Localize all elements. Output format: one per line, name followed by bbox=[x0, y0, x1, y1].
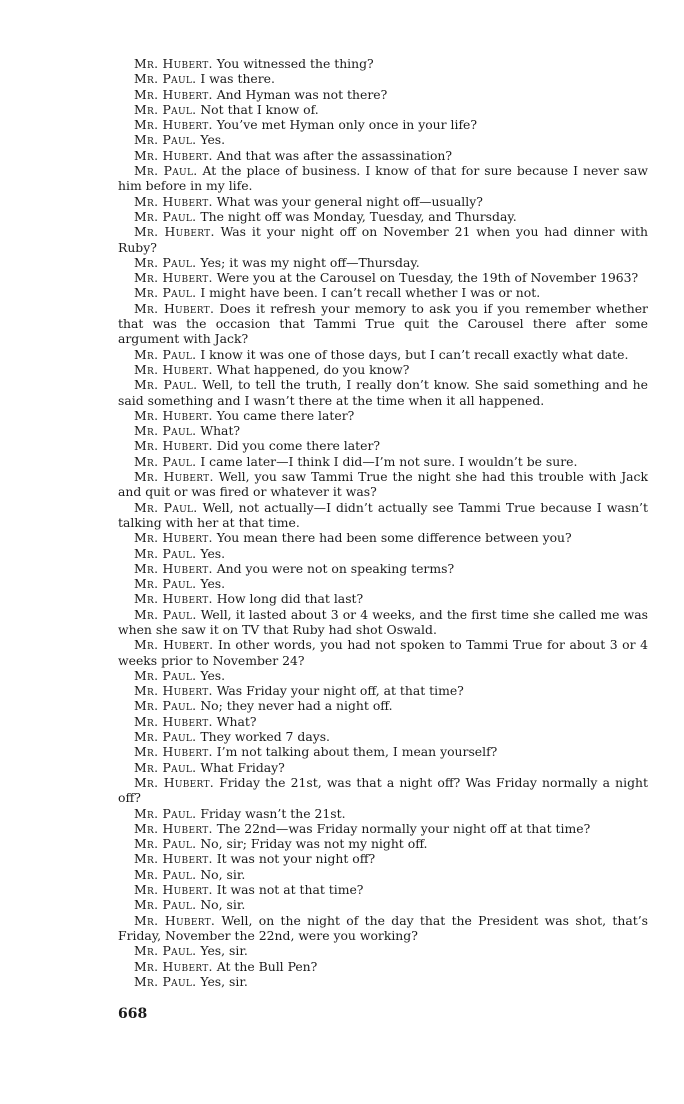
transcript-line bbox=[118, 500, 648, 531]
statement: And that was after the assassination? bbox=[216, 147, 453, 163]
statement: Not that I know of. bbox=[200, 101, 319, 117]
page-number: 668 bbox=[118, 1006, 148, 1022]
speaker: Mr. Paul. bbox=[134, 71, 197, 87]
transcript-line bbox=[118, 117, 648, 132]
transcript-line bbox=[118, 836, 648, 851]
statement: Does it refresh your memory to ask you if you remember whether that was the occasion that Tammi True quit the Carousel there after some argument with Jack? bbox=[118, 300, 648, 347]
speaker: Mr. Paul. bbox=[134, 576, 197, 592]
statement: I was there. bbox=[200, 71, 275, 87]
speaker: Mr. Paul. bbox=[134, 285, 197, 301]
transcript-line bbox=[118, 698, 648, 713]
transcript-line bbox=[118, 561, 648, 576]
statement: Well, you saw Tammi True the night she had this trouble with Jack and quit or was fired or whatever it was? bbox=[118, 469, 648, 500]
statement: I’m not talking about them, I mean yourself? bbox=[216, 744, 498, 760]
statement: Well, not actually—I didn’t actually see Tammi True because I wasn’t talking with her at that time. bbox=[118, 499, 648, 530]
speaker: Mr. Hubert. bbox=[134, 147, 213, 163]
speaker: Mr. Paul. bbox=[134, 346, 197, 362]
speaker: Mr. Hubert. bbox=[134, 438, 213, 454]
transcript-line bbox=[118, 637, 648, 668]
speaker: Mr. Hubert. bbox=[134, 86, 213, 102]
statement: Was it your night off on November 21 when you had dinner with Ruby? bbox=[118, 224, 648, 255]
transcript-line bbox=[118, 683, 648, 698]
statement: Yes. bbox=[200, 576, 226, 592]
statement: The night off was Monday, Tuesday, and Thursday. bbox=[200, 208, 517, 224]
transcript-line bbox=[118, 760, 648, 775]
speaker: Mr. Hubert. bbox=[134, 117, 213, 133]
speaker: Mr. Hubert. bbox=[134, 713, 213, 729]
statement: Well, it lasted about 3 or 4 weeks, and the first time she called me was when she saw it on TV that Ruby had shot Oswald. bbox=[118, 606, 648, 637]
speaker: Mr. Hubert. bbox=[134, 683, 213, 699]
statement: At the place of business. I know of that for sure because I never saw him before in my life. bbox=[118, 163, 648, 194]
transcript-line bbox=[118, 913, 648, 944]
statement: Yes; it was my night off—Thursday. bbox=[200, 254, 420, 270]
transcript-line bbox=[118, 530, 648, 545]
transcript-line bbox=[118, 224, 648, 255]
statement: What Friday? bbox=[200, 759, 285, 775]
speaker: Mr. Paul. bbox=[134, 499, 198, 515]
transcript-body bbox=[118, 56, 648, 989]
transcript-line bbox=[118, 469, 648, 500]
speaker: Mr. Hubert. bbox=[134, 591, 213, 607]
speaker: Mr. Paul. bbox=[134, 943, 197, 959]
transcript-line bbox=[118, 132, 648, 147]
statement: At the Bull Pen? bbox=[216, 958, 318, 974]
transcript-line bbox=[118, 56, 648, 71]
transcript-line bbox=[118, 546, 648, 561]
speaker: Mr. Hubert. bbox=[134, 193, 213, 209]
speaker: Mr. Hubert. bbox=[134, 224, 215, 240]
speaker: Mr. Paul. bbox=[134, 698, 197, 714]
transcript-line bbox=[118, 148, 648, 163]
speaker: Mr. Paul. bbox=[134, 973, 197, 989]
statement: Yes, sir. bbox=[200, 973, 248, 989]
statement: What happened, do you know? bbox=[216, 361, 410, 377]
statement: You witnessed the thing? bbox=[216, 56, 374, 71]
speaker: Mr. Paul. bbox=[134, 805, 197, 821]
statement: Were you at the Carousel on Tuesday, the 19th of November 1963? bbox=[216, 270, 639, 286]
transcript-line bbox=[118, 576, 648, 591]
statement: And you were not on speaking terms? bbox=[216, 560, 455, 576]
transcript-line bbox=[118, 607, 648, 638]
speaker: Mr. Hubert. bbox=[134, 958, 213, 974]
speaker: Mr. Hubert. bbox=[134, 469, 214, 485]
speaker: Mr. Hubert. bbox=[134, 560, 213, 576]
speaker: Mr. Hubert. bbox=[134, 300, 215, 316]
speaker: Mr. Hubert. bbox=[134, 270, 213, 286]
speaker: Mr. Hubert. bbox=[134, 361, 213, 377]
statement: Yes, sir. bbox=[200, 943, 248, 959]
transcript-line bbox=[118, 882, 648, 897]
speaker: Mr. Paul. bbox=[134, 453, 197, 469]
transcript-line bbox=[118, 959, 648, 974]
transcript-line bbox=[118, 454, 648, 469]
transcript-line bbox=[118, 163, 648, 194]
transcript-line bbox=[118, 744, 648, 759]
speaker: Mr. Paul. bbox=[134, 897, 197, 913]
speaker: Mr. Hubert. bbox=[134, 774, 215, 790]
statement: In other words, you had not spoken to Tammi True for about 3 or 4 weeks prior to November 24? bbox=[118, 637, 648, 668]
statement: Yes. bbox=[200, 132, 226, 148]
speaker: Mr. Hubert. bbox=[134, 820, 213, 836]
speaker: Mr. Paul. bbox=[134, 866, 197, 882]
speaker: Mr. Paul. bbox=[134, 423, 197, 439]
statement: It was not your night off? bbox=[216, 851, 376, 867]
transcript-line bbox=[118, 943, 648, 958]
statement: The 22nd—was Friday normally your night off at that time? bbox=[216, 820, 591, 836]
statement: Friday the 21st, was that a night off? Was Friday normally a night off? bbox=[118, 774, 648, 806]
transcript-line bbox=[118, 362, 648, 377]
speaker: Mr. Paul. bbox=[134, 101, 197, 117]
statement: Well, to tell the truth, I really don’t know. She said something and he said something and I wasn’t there at the time when it all happened. bbox=[118, 377, 648, 408]
transcript-line bbox=[118, 285, 648, 300]
speaker: Mr. Paul. bbox=[134, 377, 198, 393]
transcript-line bbox=[118, 423, 648, 438]
transcript-line bbox=[118, 377, 648, 408]
transcript-line bbox=[118, 821, 648, 836]
speaker: Mr. Hubert. bbox=[134, 744, 213, 760]
statement: No, sir. bbox=[200, 866, 246, 882]
speaker: Mr. Paul. bbox=[134, 545, 197, 561]
statement: It was not at that time? bbox=[216, 882, 364, 898]
speaker: Mr. Paul. bbox=[134, 254, 197, 270]
statement: Did you come there later? bbox=[216, 438, 381, 454]
statement: You mean there had been some difference between you? bbox=[216, 530, 572, 546]
transcript-line bbox=[118, 209, 648, 224]
statement: I might have been. I can’t recall whether I was or not. bbox=[200, 285, 541, 301]
speaker: Mr. Paul. bbox=[134, 667, 197, 683]
statement: What was your general night off—usually? bbox=[216, 193, 483, 209]
transcript-line bbox=[118, 729, 648, 744]
statement: And Hyman was not there? bbox=[216, 86, 388, 102]
transcript-line bbox=[118, 714, 648, 729]
speaker: Mr. Hubert. bbox=[134, 882, 213, 898]
transcript-line bbox=[118, 255, 648, 270]
transcript-line bbox=[118, 438, 648, 453]
speaker: Mr. Hubert. bbox=[134, 56, 213, 71]
speaker: Mr. Hubert. bbox=[134, 407, 213, 423]
transcript-line bbox=[118, 897, 648, 912]
statement: What? bbox=[200, 423, 241, 439]
statement: You came there later? bbox=[216, 407, 355, 423]
statement: No; they never had a night off. bbox=[200, 698, 393, 714]
statement: They worked 7 days. bbox=[200, 729, 330, 745]
transcript-line bbox=[118, 408, 648, 423]
transcript-line bbox=[118, 974, 648, 989]
statement: Yes. bbox=[200, 667, 226, 683]
statement: Friday wasn’t the 21st. bbox=[200, 805, 346, 821]
speaker: Mr. Hubert. bbox=[134, 851, 213, 867]
statement: How long did that last? bbox=[216, 591, 364, 607]
statement: I came later—I think I did—I’m not sure. I wouldn’t be sure. bbox=[200, 453, 578, 469]
statement: Well, on the night of the day that the President was shot, that’s Friday, November the 22nd, were you working? bbox=[118, 912, 648, 943]
transcript-line bbox=[118, 71, 648, 86]
transcript-line bbox=[118, 194, 648, 209]
transcript-line bbox=[118, 270, 648, 285]
transcript-line bbox=[118, 668, 648, 683]
speaker: Mr. Hubert. bbox=[134, 637, 214, 653]
transcript-line bbox=[118, 775, 648, 806]
statement: You’ve met Hyman only once in your life? bbox=[216, 117, 478, 133]
statement: What? bbox=[216, 713, 257, 729]
statement: Was Friday your night off, at that time? bbox=[216, 683, 464, 699]
speaker: Mr. Hubert. bbox=[134, 530, 213, 546]
statement: No, sir. bbox=[200, 897, 246, 913]
speaker: Mr. Hubert. bbox=[134, 912, 216, 928]
speaker: Mr. Paul. bbox=[134, 836, 197, 852]
transcript-line bbox=[118, 851, 648, 866]
transcript-line bbox=[118, 806, 648, 821]
transcript-line bbox=[118, 301, 648, 347]
statement: I know it was one of those days, but I can’t recall exactly what date. bbox=[200, 346, 629, 362]
transcript-line bbox=[118, 102, 648, 117]
speaker: Mr. Paul. bbox=[134, 208, 197, 224]
speaker: Mr. Paul. bbox=[134, 132, 197, 148]
speaker: Mr. Paul. bbox=[134, 163, 198, 179]
speaker: Mr. Paul. bbox=[134, 729, 197, 745]
transcript-line bbox=[118, 87, 648, 102]
statement: Yes. bbox=[200, 545, 226, 561]
speaker: Mr. Paul. bbox=[134, 606, 197, 622]
transcript-line bbox=[118, 591, 648, 606]
speaker: Mr. Paul. bbox=[134, 759, 197, 775]
transcript-line bbox=[118, 867, 648, 882]
statement: No, sir; Friday was not my night off. bbox=[200, 836, 428, 852]
transcript-line bbox=[118, 347, 648, 362]
